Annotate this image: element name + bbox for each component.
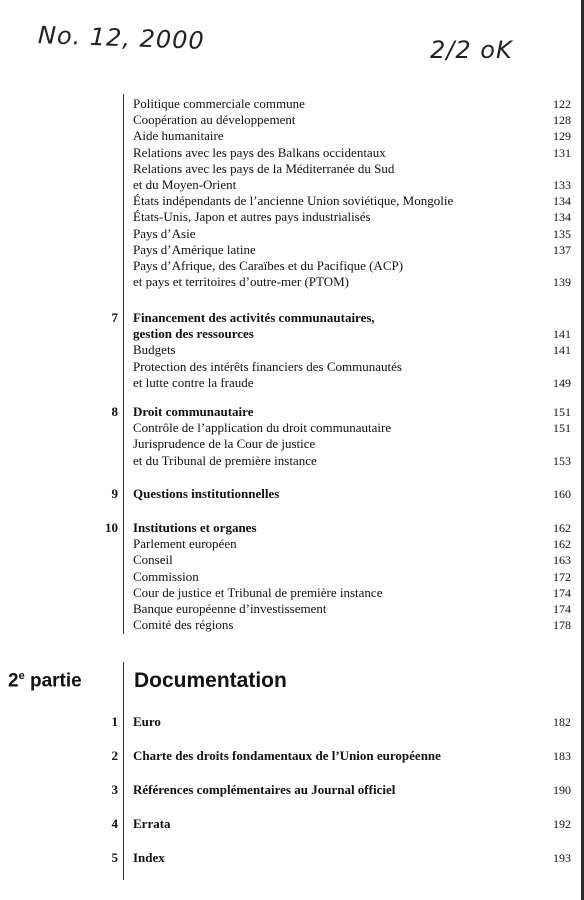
- toc-page-number: 174: [553, 602, 571, 616]
- toc-page-number: 174: [553, 585, 571, 600]
- toc-page-number: 122: [553, 97, 571, 111]
- toc-page-number: 193: [553, 851, 571, 865]
- toc-page-number: 151: [553, 405, 571, 419]
- toc-page-number: 153: [553, 453, 571, 468]
- toc-entry-title: Contrôle de l’application du droit communautaire: [133, 420, 392, 436]
- toc-entry-title: Comité des régions: [133, 617, 234, 633]
- toc-entry-title: Pays d’Amérique latine: [133, 241, 256, 257]
- toc-page-number: 139: [553, 275, 571, 290]
- toc-entry-title: Relations avec les pays de la Méditerranée du Sud: [133, 160, 395, 176]
- toc-entry-title: Politique commerciale commune: [133, 96, 305, 111]
- toc-entry-title: et du Moyen-Orient: [133, 177, 237, 192]
- part-superscript: e: [18, 670, 25, 682]
- chapter-number: 4: [111, 816, 118, 831]
- toc-page-number: 128: [553, 113, 571, 128]
- part-title: Documentation: [134, 669, 287, 692]
- toc-entry-title: gestion des ressources: [133, 326, 254, 342]
- toc-page-number: 178: [553, 618, 571, 633]
- toc-entry-title: Pays d’Asie: [133, 225, 196, 241]
- toc-entry-title: Pays d’Afrique, des Caraïbes et du Pacifique (ACP): [133, 258, 404, 273]
- toc-entry-title: États-Unis, Japon et autres pays industrialisés: [133, 209, 371, 225]
- toc-page-number: 162: [553, 521, 571, 535]
- toc-page-number: 133: [553, 178, 571, 192]
- chapter-number: 3: [111, 782, 118, 797]
- toc-page-number: 163: [553, 553, 571, 568]
- toc-entry-title: Jurisprudence de la Cour de justice: [133, 436, 316, 452]
- toc-entry-title: Budgets: [133, 342, 176, 358]
- toc-page-number: 149: [553, 375, 571, 390]
- toc-page-number: 134: [553, 194, 571, 209]
- toc-entry-title: et du Tribunal de première instance: [133, 452, 317, 468]
- toc-entry-title: Relations avec les pays des Balkans occidentaux: [133, 144, 386, 160]
- chapter-number: 1: [111, 714, 118, 729]
- divider-line-part1: [123, 94, 124, 634]
- toc-page-number: 129: [553, 129, 571, 144]
- chapter-number: 9: [111, 486, 118, 501]
- toc-page-number: 172: [553, 569, 571, 584]
- part-word: partie: [24, 670, 82, 692]
- toc-entry-title: Errata: [133, 816, 171, 831]
- toc-entry-title: et pays et territoires d’outre-mer (PTOM): [133, 274, 349, 290]
- chapter-number: 5: [111, 850, 118, 865]
- divider-line-part2: [123, 662, 124, 880]
- toc-entry-title: Index: [133, 850, 165, 865]
- toc-entry-title: États indépendants de l’ancienne Union soviétique, Mongolie: [133, 193, 454, 209]
- part-label: [8, 670, 82, 692]
- chapter-number: 10: [105, 520, 118, 535]
- toc-page-number: 151: [553, 421, 571, 436]
- toc-page-number: 137: [553, 242, 571, 257]
- toc-page-number: 131: [553, 145, 571, 160]
- toc-page-number: 134: [553, 210, 571, 225]
- toc-entry-title: Charte des droits fondamentaux de l’Union européenne: [133, 748, 441, 763]
- toc-page-number: 160: [553, 487, 571, 501]
- toc-page-number: 182: [553, 715, 571, 729]
- toc-page-number: 135: [553, 226, 571, 241]
- toc-page-number: 183: [553, 749, 571, 763]
- toc-entry-title: Commission: [133, 568, 199, 584]
- toc-page-number: 141: [553, 343, 571, 358]
- toc-entry-title: Protection des intérêts financiers des Communautés: [133, 358, 402, 374]
- part-number: 2: [8, 670, 19, 692]
- toc-entry-title: Banque européenne d’investissement: [133, 601, 327, 616]
- toc-page-number: 190: [553, 783, 571, 797]
- chapter-number: 2: [111, 748, 118, 763]
- handwritten-note-left: No. 12, 2000: [37, 21, 206, 55]
- toc-entry-title: Institutions et organes: [133, 520, 257, 535]
- toc-page-number: 192: [553, 817, 571, 831]
- toc-entry-title: Cour de justice et Tribunal de première instance: [133, 584, 383, 600]
- toc-entry-title: Euro: [133, 714, 161, 729]
- chapter-number: 8: [111, 404, 118, 419]
- toc-entry-title: Coopération au développement: [133, 112, 296, 128]
- toc-entry-title: Conseil: [133, 552, 173, 568]
- toc-page-number: 141: [553, 327, 571, 342]
- handwritten-note-right: 2/2 oK: [430, 36, 513, 64]
- toc-entry-title: Questions institutionnelles: [133, 486, 280, 501]
- toc-page-number: 162: [553, 537, 571, 552]
- chapter-number: 7: [111, 310, 118, 325]
- toc-entry-title: et lutte contre la fraude: [133, 374, 254, 390]
- toc-entry-title: Parlement européen: [133, 536, 237, 552]
- toc-entry-title: Aide humanitaire: [133, 128, 224, 144]
- toc-entry-title: Droit communautaire: [133, 404, 254, 419]
- toc-entry-title: Références complémentaires au Journal officiel: [133, 782, 396, 797]
- toc-entry-title: Financement des activités communautaires,: [133, 310, 375, 325]
